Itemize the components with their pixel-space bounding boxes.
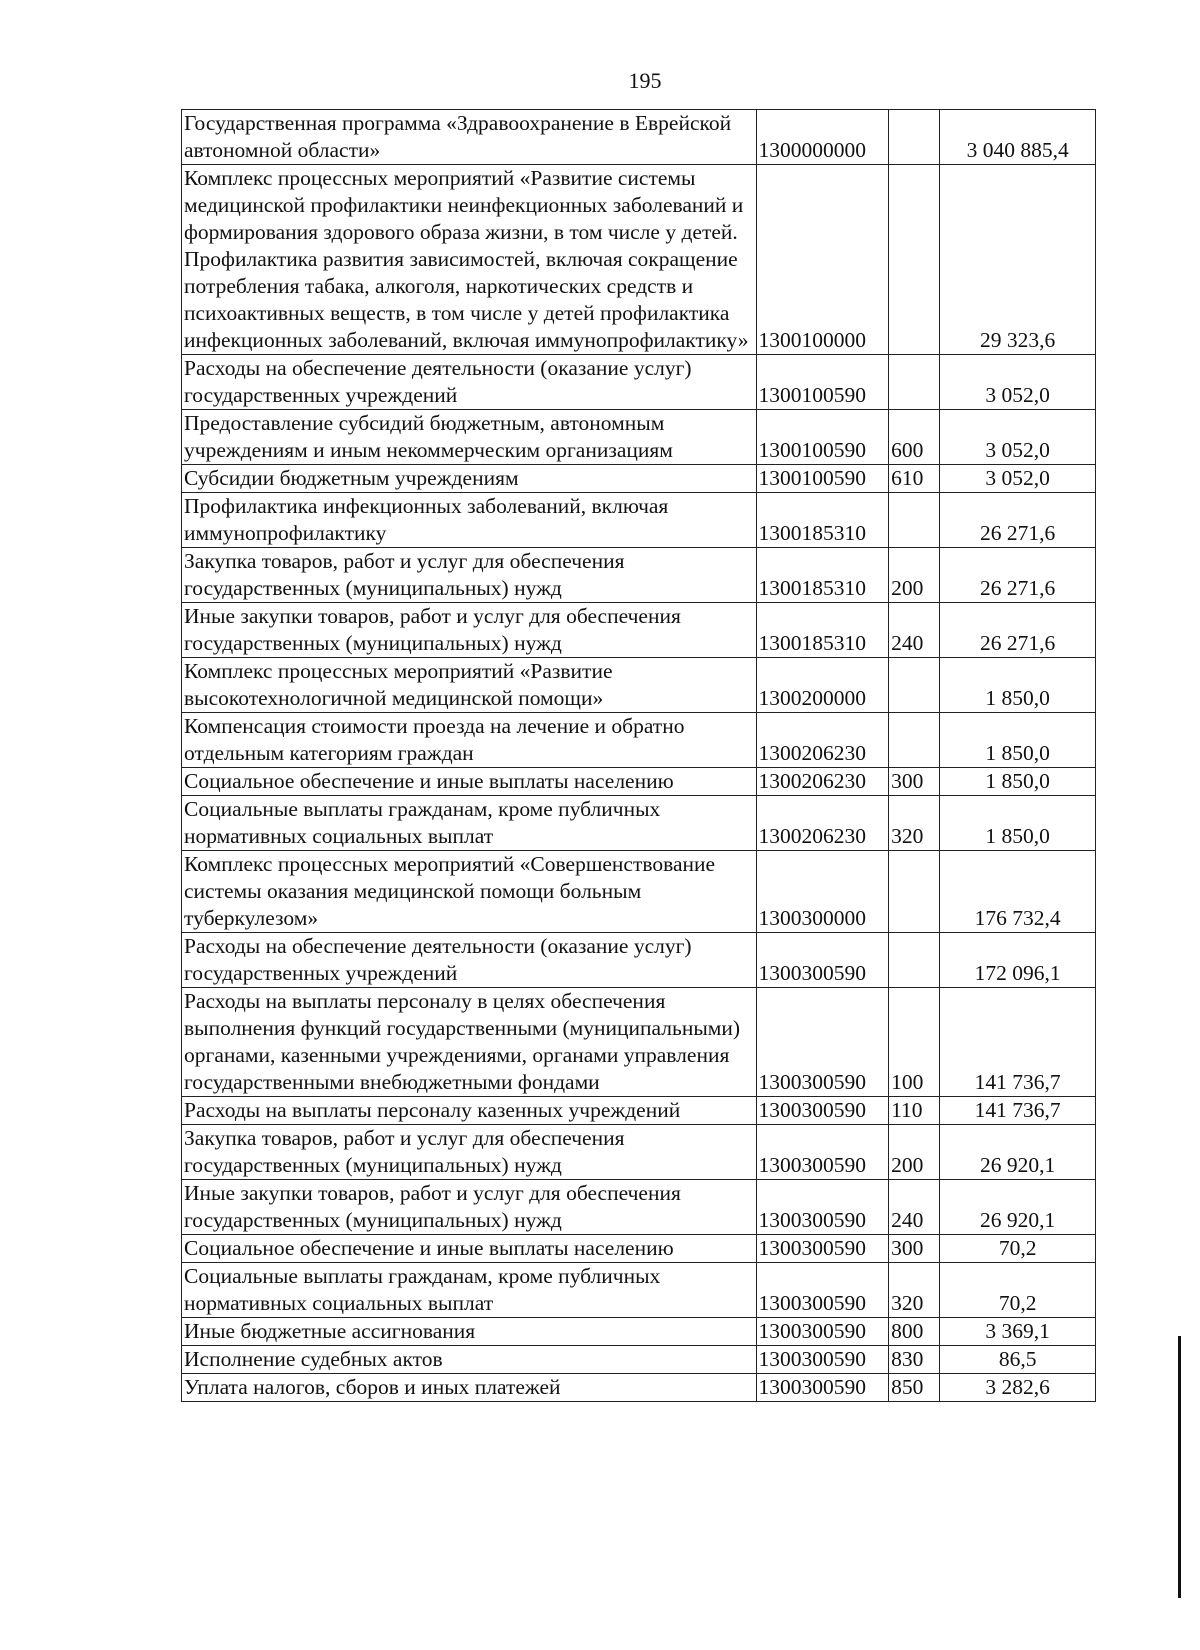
row-sum: 172 096,1	[940, 933, 1096, 988]
row-name: Расходы на обеспечение деятельности (оказание услуг) государственных учреждений	[182, 933, 757, 988]
row-code: 1300300590	[756, 1235, 889, 1263]
row-code: 1300300590	[756, 1318, 889, 1346]
row-name: Социальные выплаты гражданам, кроме публичных нормативных социальных выплат	[182, 1263, 757, 1318]
row-sum: 141 736,7	[940, 1097, 1096, 1125]
row-sum: 1 850,0	[940, 713, 1096, 768]
row-name: Социальное обеспечение и иные выплаты населению	[182, 768, 757, 796]
row-sum: 86,5	[940, 1346, 1096, 1374]
row-name: Закупка товаров, работ и услуг для обеспечения государственных (муниципальных) нужд	[182, 1125, 757, 1180]
row-expense-type	[889, 493, 940, 548]
table-row	[182, 1180, 1096, 1235]
table-row	[182, 1263, 1096, 1318]
row-code: 1300200000	[756, 658, 889, 713]
row-expense-type: 100	[889, 988, 940, 1097]
row-code: 1300206230	[756, 768, 889, 796]
row-code: 1300300590	[756, 988, 889, 1097]
table-row	[182, 110, 1096, 165]
row-name: Иные бюджетные ассигнования	[182, 1318, 757, 1346]
row-name: Предоставление субсидий бюджетным, автономным учреждениям и иным некоммерческим организациям	[182, 410, 757, 465]
table-row	[182, 988, 1096, 1097]
row-expense-type: 300	[889, 768, 940, 796]
row-expense-type: 110	[889, 1097, 940, 1125]
row-sum: 29 323,6	[940, 165, 1096, 355]
row-expense-type: 600	[889, 410, 940, 465]
row-code: 1300100590	[756, 355, 889, 410]
budget-table	[181, 109, 1096, 1402]
row-sum: 26 271,6	[940, 603, 1096, 658]
row-expense-type	[889, 851, 940, 933]
row-name: Иные закупки товаров, работ и услуг для обеспечения государственных (муниципальных) нужд	[182, 1180, 757, 1235]
row-code: 1300185310	[756, 548, 889, 603]
table-row	[182, 713, 1096, 768]
row-sum: 26 920,1	[940, 1125, 1096, 1180]
row-name: Комплекс процессных мероприятий «Развитие высокотехнологичной медицинской помощи»	[182, 658, 757, 713]
row-expense-type	[889, 165, 940, 355]
row-code: 1300300590	[756, 1374, 889, 1402]
table-row	[182, 1097, 1096, 1125]
row-code: 1300300590	[756, 1346, 889, 1374]
table-row	[182, 658, 1096, 713]
row-sum: 3 369,1	[940, 1318, 1096, 1346]
row-sum: 3 052,0	[940, 355, 1096, 410]
row-expense-type	[889, 658, 940, 713]
row-sum: 1 850,0	[940, 658, 1096, 713]
table-row	[182, 796, 1096, 851]
row-expense-type: 200	[889, 1125, 940, 1180]
row-code: 1300100000	[756, 165, 889, 355]
table-row	[182, 410, 1096, 465]
table-row	[182, 768, 1096, 796]
row-expense-type: 830	[889, 1346, 940, 1374]
row-sum: 3 052,0	[940, 410, 1096, 465]
row-code: 1300300590	[756, 933, 889, 988]
table-row	[182, 1318, 1096, 1346]
row-name: Государственная программа «Здравоохранение в Еврейской автономной области»	[182, 110, 757, 165]
table-row	[182, 465, 1096, 493]
row-name: Закупка товаров, работ и услуг для обеспечения государственных (муниципальных) нужд	[182, 548, 757, 603]
row-expense-type	[889, 355, 940, 410]
row-sum: 26 271,6	[940, 548, 1096, 603]
row-name: Комплекс процессных мероприятий «Развитие системы медицинской профилактики неинфекционных заболеваний и формирования здорового образа жизни, в том числе у детей. Профилактика развития зависимостей, включая сокращение потребления табака, алкоголя, наркотических средств и психоактивных веществ, в том числе у детей профилактика инфекционных заболеваний, включая иммунопрофилактику»	[182, 165, 757, 355]
row-code: 1300185310	[756, 493, 889, 548]
row-name: Социальные выплаты гражданам, кроме публичных нормативных социальных выплат	[182, 796, 757, 851]
row-code: 1300206230	[756, 713, 889, 768]
row-code: 1300185310	[756, 603, 889, 658]
row-name: Расходы на выплаты персоналу в целях обеспечения выполнения функций государственными (муниципальными) органами, казенными учреждениями, органами управления государственными внебюджетными фондами	[182, 988, 757, 1097]
row-expense-type: 240	[889, 603, 940, 658]
row-name: Комплекс процессных мероприятий «Совершенствование системы оказания медицинской помощи больным туберкулезом»	[182, 851, 757, 933]
row-code: 1300300590	[756, 1097, 889, 1125]
table-row	[182, 851, 1096, 933]
row-expense-type: 800	[889, 1318, 940, 1346]
table-row	[182, 548, 1096, 603]
row-sum: 3 282,6	[940, 1374, 1096, 1402]
row-expense-type: 320	[889, 1263, 940, 1318]
row-sum: 26 271,6	[940, 493, 1096, 548]
row-name: Расходы на обеспечение деятельности (оказание услуг) государственных учреждений	[182, 355, 757, 410]
row-code: 1300206230	[756, 796, 889, 851]
row-code: 1300100590	[756, 465, 889, 493]
row-name: Профилактика инфекционных заболеваний, включая иммунопрофилактику	[182, 493, 757, 548]
table-row	[182, 355, 1096, 410]
row-name: Субсидии бюджетным учреждениям	[182, 465, 757, 493]
table-row	[182, 1125, 1096, 1180]
row-expense-type	[889, 110, 940, 165]
row-name: Компенсация стоимости проезда на лечение и обратно отдельным категориям граждан	[182, 713, 757, 768]
row-expense-type: 320	[889, 796, 940, 851]
row-code: 1300100590	[756, 410, 889, 465]
row-sum: 70,2	[940, 1235, 1096, 1263]
row-sum: 3 052,0	[940, 465, 1096, 493]
row-name: Расходы на выплаты персоналу казенных учреждений	[182, 1097, 757, 1125]
row-expense-type: 300	[889, 1235, 940, 1263]
budget-table-body	[182, 110, 1096, 1402]
row-sum: 70,2	[940, 1263, 1096, 1318]
table-row	[182, 165, 1096, 355]
row-name: Иные закупки товаров, работ и услуг для обеспечения государственных (муниципальных) нужд	[182, 603, 757, 658]
table-row	[182, 1374, 1096, 1402]
row-sum: 141 736,7	[940, 988, 1096, 1097]
table-row	[182, 493, 1096, 548]
row-expense-type: 850	[889, 1374, 940, 1402]
row-name: Социальное обеспечение и иные выплаты населению	[182, 1235, 757, 1263]
row-sum: 176 732,4	[940, 851, 1096, 933]
table-row	[182, 1346, 1096, 1374]
row-sum: 3 040 885,4	[940, 110, 1096, 165]
row-expense-type	[889, 933, 940, 988]
row-expense-type: 200	[889, 548, 940, 603]
row-expense-type: 610	[889, 465, 940, 493]
row-sum: 1 850,0	[940, 768, 1096, 796]
row-code: 1300300590	[756, 1125, 889, 1180]
table-row	[182, 603, 1096, 658]
page-number: 195	[628, 68, 662, 93]
row-code: 1300300590	[756, 1180, 889, 1235]
row-sum: 1 850,0	[940, 796, 1096, 851]
row-expense-type	[889, 713, 940, 768]
row-code: 1300300590	[756, 1263, 889, 1318]
row-name: Исполнение судебных актов	[182, 1346, 757, 1374]
margin-scan-line	[1178, 1336, 1181, 1598]
row-code: 1300300000	[756, 851, 889, 933]
row-name: Уплата налогов, сборов и иных платежей	[182, 1374, 757, 1402]
row-code: 1300000000	[756, 110, 889, 165]
row-expense-type: 240	[889, 1180, 940, 1235]
row-sum: 26 920,1	[940, 1180, 1096, 1235]
table-row	[182, 933, 1096, 988]
table-row	[182, 1235, 1096, 1263]
